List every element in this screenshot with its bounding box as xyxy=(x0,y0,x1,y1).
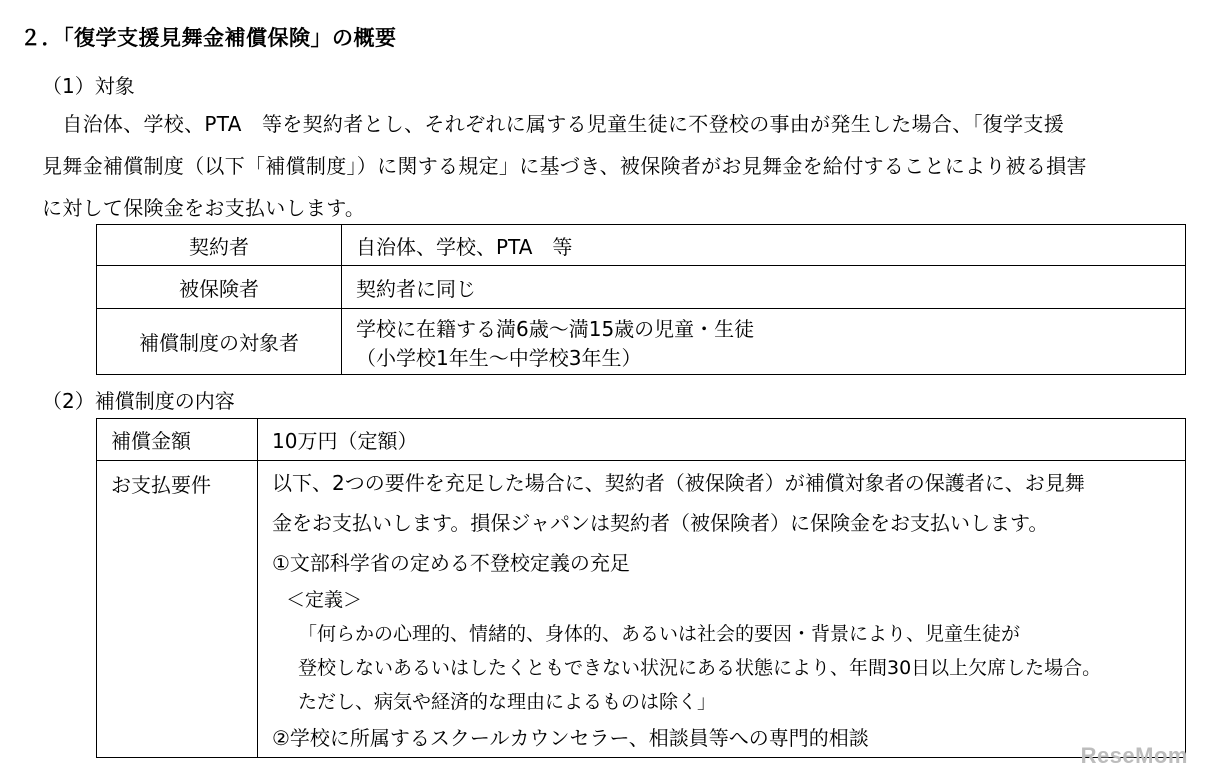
covered-persons-line-1: 学校に在籍する満6歳～満15歳の児童・生徒 xyxy=(356,316,755,341)
table-row xyxy=(97,225,1186,266)
definition-line-3: ただし、病気や経済的な理由によるものは除く」 xyxy=(298,691,717,713)
covered-persons-line-2: （小学校1年生～中学校3年生） xyxy=(356,345,642,370)
target-paragraph-line-2: 見舞金補償制度（以下「補償制度」）に関する規定」に基づき、被保険者がお見舞金を給付することにより被る損害 xyxy=(42,154,1087,178)
amount-value: 10万円（定額） xyxy=(258,419,1186,461)
requirement-1: ①文部科学省の定める不登校定義の充足 xyxy=(272,551,630,575)
insured-value: 契約者に同じ xyxy=(342,266,1186,309)
amount-label: 補償金額 xyxy=(97,419,258,461)
table-row xyxy=(97,461,1186,758)
content-heading: （2）補償制度の内容 xyxy=(42,389,235,413)
table-row xyxy=(97,266,1186,309)
definition-line-2: 登校しないあるいはしたくともできない状況にある状態により、年間30日以上欠席した場合。 xyxy=(298,657,1102,679)
covered-persons-value xyxy=(342,309,1186,375)
table-row xyxy=(97,309,1186,375)
target-heading: （1）対象 xyxy=(42,74,135,98)
covered-persons-label: 補償制度の対象者 xyxy=(97,309,342,375)
requirement-2: ②学校に所属するスクールカウンセラー、相談員等への専門的相談 xyxy=(272,726,869,750)
contractor-label: 契約者 xyxy=(97,225,342,266)
target-paragraph-line-1: 自治体、学校、PTA 等を契約者とし、それぞれに属する児童生徒に不登校の事由が発生した場合、「復学支援 xyxy=(42,112,1065,136)
insured-label: 被保険者 xyxy=(97,266,342,309)
requirements-value xyxy=(258,461,1186,758)
definition-heading: ＜定義＞ xyxy=(286,589,363,611)
definition-line-1: 「何らかの心理的、情緒的、身体的、あるいは社会的要因・背景により、児童生徒が xyxy=(298,623,1021,645)
requirements-line-1: 以下、2つの要件を充足した場合に、契約者（被保険者）が補償対象者の保護者に、お見舞 xyxy=(272,471,1085,495)
table-row xyxy=(97,419,1186,461)
section-title: ２．「復学支援見舞金補償保険」の概要 xyxy=(20,26,397,50)
requirements-line-2: 金をお支払いします。損保ジャパンは契約者（被保険者）に保険金をお支払いします。 xyxy=(272,511,1049,535)
content-table xyxy=(96,418,1186,758)
contractor-value: 自治体、学校、PTA 等 xyxy=(342,225,1186,266)
resemom-logo: ReseMom xyxy=(1080,743,1188,768)
requirements-label: お支払要件 xyxy=(97,461,258,758)
target-paragraph-line-3: に対して保険金をお支払いします。 xyxy=(42,196,366,220)
target-table xyxy=(96,224,1186,375)
